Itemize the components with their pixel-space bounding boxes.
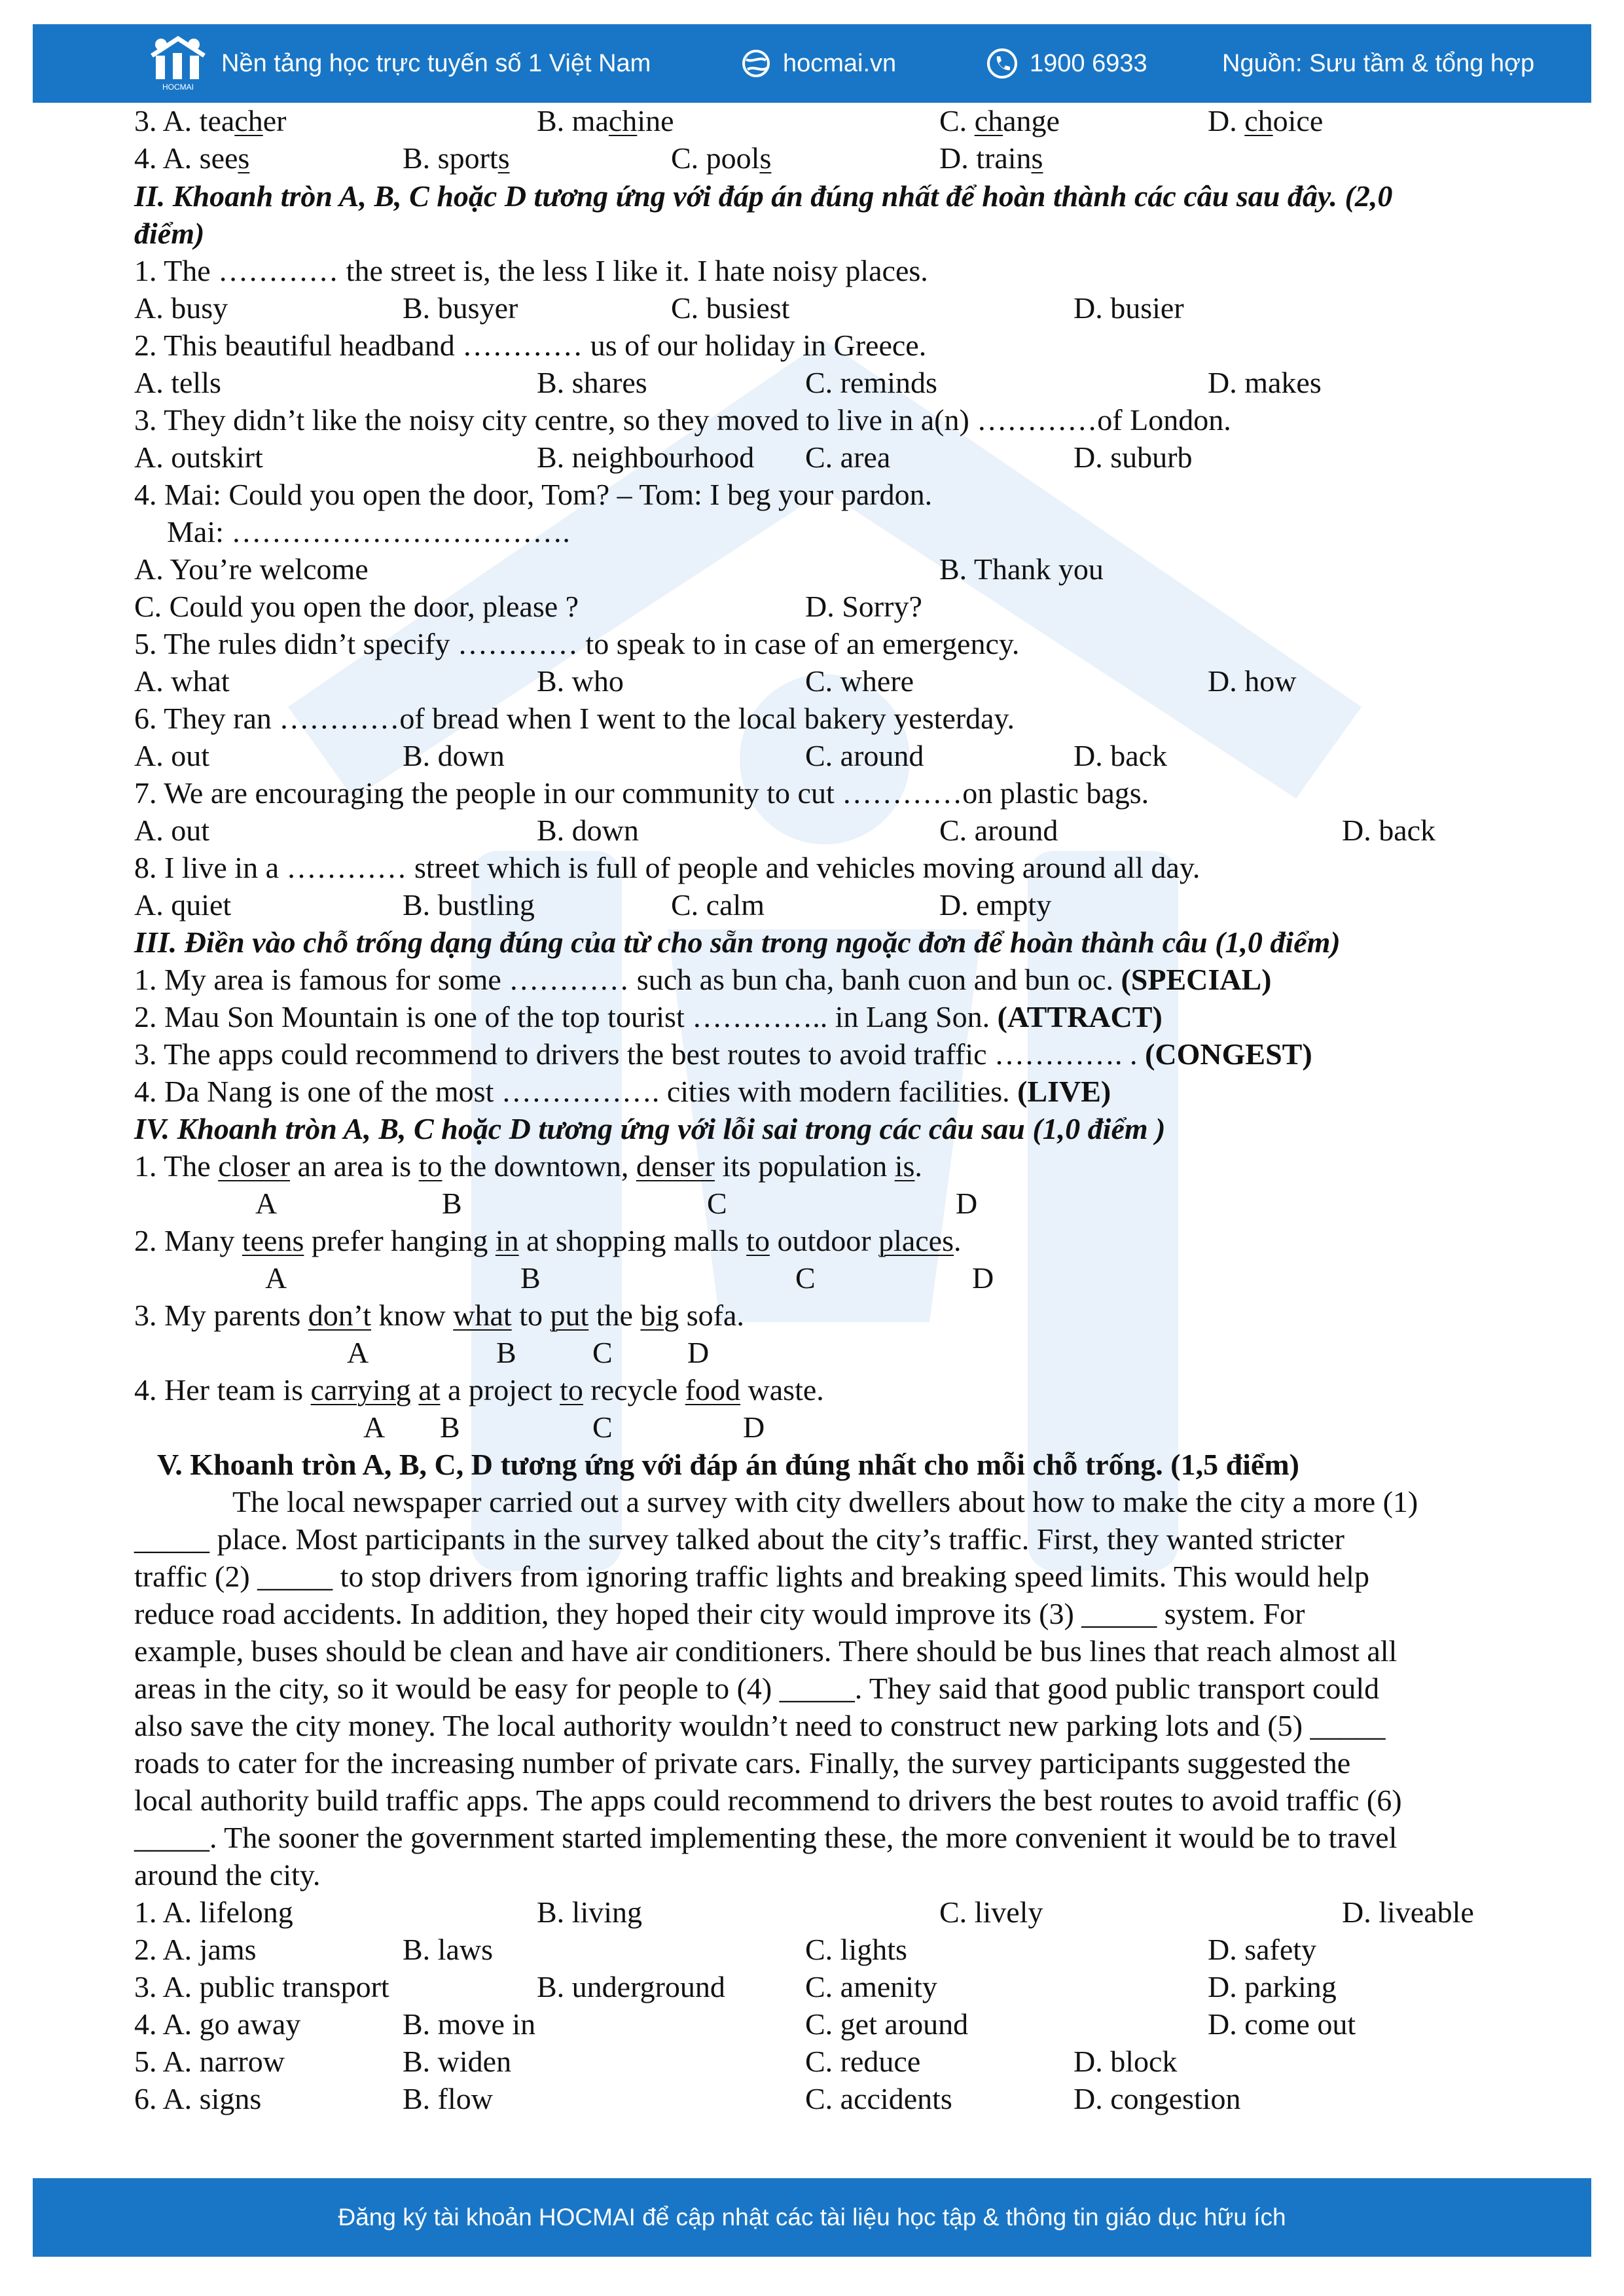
passage-line: areas in the city, so it would be easy for people to (4) _____. They said that good public transport could (134, 1672, 1380, 1705)
passage-line: reduce road accidents. In addition, they hoped their city would improve its (3) _____ system. For (134, 1597, 1305, 1630)
p1-q4-d: D. trains (939, 141, 1043, 175)
p2-q4-c[interactable]: C. Could you open the door, please ? (134, 590, 579, 623)
part2-heading-cont: điểm) (134, 217, 205, 250)
passage-line: traffic (2) _____ to stop drivers from ignoring traffic lights and breaking speed limits. This would help (134, 1560, 1369, 1593)
p2-q2-c[interactable]: C. reminds (805, 366, 937, 399)
p5-q6-b[interactable]: B. flow (403, 2082, 493, 2115)
p4-q3-letter-b[interactable]: B (496, 1336, 516, 1369)
p1-q3-d: D. choice (1208, 104, 1324, 137)
p2-q4-stem-cont: Mai: ……………………………. (167, 515, 570, 548)
part3-heading: III. Điền vào chỗ trống dạng đúng của từ cho sẵn trong ngoặc đơn để hoàn thành câu (1,0 điểm) (134, 925, 1341, 959)
p2-q8-c[interactable]: C. calm (671, 888, 765, 922)
p2-q7-a[interactable]: A. out (134, 814, 209, 847)
p3-q3: 3. The apps could recommend to drivers the best routes to avoid traffic …………. . (CONGEST) (134, 1037, 1312, 1071)
p2-q5-c[interactable]: C. where (805, 664, 914, 698)
p3-q2: 2. Mau Son Mountain is one of the top tourist ………….. in Lang Son. (ATTRACT) (134, 1000, 1163, 1033)
passage-line: example, buses should be clean and have air conditioners. There should be bus lines that reach almost all (134, 1634, 1398, 1668)
p2-q8-stem: 8. I live in a ………… street which is full of people and vehicles moving around all day. (134, 851, 1200, 884)
p2-q8-a[interactable]: A. quiet (134, 888, 232, 922)
p2-q4-stem: 4. Mai: Could you open the door, Tom? – Tom: I beg your pardon. (134, 478, 933, 511)
p4-q3-letter-c[interactable]: C (592, 1336, 613, 1369)
p4-q1-letter-c[interactable]: C (707, 1187, 727, 1220)
p4-q1-letter-d[interactable]: D (956, 1187, 978, 1220)
passage-line: also save the city money. The local authority wouldn’t need to construct new parking lots and (5) _____ (134, 1709, 1386, 1742)
p2-q8-d[interactable]: D. empty (939, 888, 1052, 922)
p2-q8-b[interactable]: B. bustling (403, 888, 535, 922)
p4-q4-letter-a[interactable]: A (363, 1410, 386, 1444)
p4-q3-sentence: 3. My parents don’t know what to put the big sofa. (134, 1299, 744, 1332)
p2-q1-b[interactable]: B. busyer (403, 291, 518, 325)
p5-q2-d[interactable]: D. safety (1208, 1933, 1317, 1966)
p2-q7-stem: 7. We are encouraging the people in our community to cut …………on plastic bags. (134, 776, 1149, 810)
hocmai-logo-icon (148, 36, 208, 92)
hotline-label: 1900 6933 (1030, 49, 1147, 77)
p5-q5-c[interactable]: C. reduce (805, 2045, 921, 2078)
p2-q4-d[interactable]: D. Sorry? (805, 590, 922, 623)
p5-q3-c[interactable]: C. amenity (805, 1970, 937, 2003)
p2-q5-a[interactable]: A. what (134, 664, 230, 698)
p4-q1-sentence: 1. The closer an area is to the downtown, denser its population is. (134, 1149, 922, 1183)
p2-q6-d[interactable]: D. back (1074, 739, 1168, 772)
header-bar (33, 24, 1591, 103)
p5-q6-c[interactable]: C. accidents (805, 2082, 952, 2115)
p5-q1-a[interactable]: 1. A. lifelong (134, 1895, 293, 1929)
p2-q7-c[interactable]: C. around (939, 814, 1058, 847)
passage-line: local authority build traffic apps. The apps could recommend to drivers the best routes to avoid traffic (6) (134, 1784, 1402, 1817)
phone-icon (986, 48, 1018, 79)
p2-q6-b[interactable]: B. down (403, 739, 505, 772)
p1-q4-c: C. pools (671, 141, 772, 175)
p5-q1-c[interactable]: C. lively (939, 1895, 1043, 1929)
header-website[interactable] (741, 48, 896, 79)
p2-q3-d[interactable]: D. suburb (1074, 440, 1193, 474)
p5-q3-a[interactable]: 3. A. public transport (134, 1970, 389, 2003)
p5-q4-b[interactable]: B. move in (403, 2007, 536, 2041)
p4-q4-letter-c[interactable]: C (592, 1410, 613, 1444)
website-label: hocmai.vn (783, 49, 897, 77)
p2-q2-d[interactable]: D. makes (1208, 366, 1322, 399)
p5-q6-a[interactable]: 6. A. signs (134, 2082, 262, 2115)
footer-bar[interactable] (33, 2178, 1591, 2257)
p5-q5-b[interactable]: B. widen (403, 2045, 512, 2078)
p5-q2-b[interactable]: B. laws (403, 1933, 493, 1966)
p5-q2-a[interactable]: 2. A. jams (134, 1933, 257, 1966)
p2-q5-b[interactable]: B. who (537, 664, 624, 698)
p2-q7-b[interactable]: B. down (537, 814, 639, 847)
p5-q5-a[interactable]: 5. A. narrow (134, 2045, 285, 2078)
p5-q3-d[interactable]: D. parking (1208, 1970, 1337, 2003)
p4-q4-letter-d[interactable]: D (743, 1410, 765, 1444)
p4-q2-letter-a[interactable]: A (265, 1261, 287, 1295)
part4-heading: IV. Khoanh tròn A, B, C hoặc D tương ứng với lỗi sai trong các câu sau (1,0 điểm ) (134, 1112, 1166, 1145)
header-tagline: Nền tảng học trực tuyến số 1 Việt Nam (221, 49, 651, 77)
p5-q4-d[interactable]: D. come out (1208, 2007, 1356, 2041)
p2-q4-a[interactable]: A. You’re welcome (134, 552, 369, 586)
header-source: Nguồn: Sưu tầm & tổng hợp (1222, 49, 1535, 77)
globe-icon (741, 48, 771, 79)
part5-heading: V. Khoanh tròn A, B, C, D tương ứng với đáp án đúng nhất cho mỗi chỗ trống. (1,5 điểm) (157, 1448, 1299, 1481)
p2-q2-stem: 2. This beautiful headband ………… us of our holiday in Greece. (134, 329, 927, 362)
passage-line: _____ place. Most participants in the survey talked about the city’s traffic. First, they wanted stricter (134, 1522, 1344, 1556)
p4-q2-letter-d[interactable]: D (972, 1261, 994, 1295)
p2-q2-a[interactable]: A. tells (134, 366, 221, 399)
p3-q4: 4. Da Nang is one of the most ……………. cities with modern facilities. (LIVE) (134, 1075, 1111, 1108)
p4-q1-letter-b[interactable]: B (442, 1187, 462, 1220)
p2-q6-a[interactable]: A. out (134, 739, 209, 772)
p2-q1-d[interactable]: D. busier (1074, 291, 1184, 325)
p5-q2-c[interactable]: C. lights (805, 1933, 907, 1966)
p4-q3-letter-d[interactable]: D (687, 1336, 710, 1369)
p5-q4-c[interactable]: C. get around (805, 2007, 969, 2041)
p5-q3-b[interactable]: B. underground (537, 1970, 725, 2003)
p4-q2-sentence: 2. Many teens prefer hanging in at shopping malls to outdoor places. (134, 1224, 962, 1257)
p1-q3-c: C. change (939, 104, 1060, 137)
p2-q1-a[interactable]: A. busy (134, 291, 228, 325)
p4-q2-letter-c[interactable]: C (795, 1261, 816, 1295)
p2-q3-a[interactable]: A. outskirt (134, 440, 263, 474)
p4-q4-sentence: 4. Her team is carrying at a project to recycle food waste. (134, 1373, 824, 1407)
passage-line: _____. The sooner the government started implementing these, the more convenient it would be to travel (134, 1821, 1398, 1854)
p2-q3-b[interactable]: B. neighbourhood (537, 440, 755, 474)
logo-text: HOCMAI (162, 82, 194, 92)
p5-q1-b[interactable]: B. living (537, 1895, 643, 1929)
footer-text: Đăng ký tài khoản HOCMAI để cập nhật các tài liệu học tập & thông tin giáo dục hữu ích (338, 2204, 1286, 2231)
header-hotline[interactable] (986, 48, 1147, 79)
p4-q3-letter-a[interactable]: A (347, 1336, 369, 1369)
p2-q1-stem: 1. The ………… the street is, the less I like it. I hate noisy places. (134, 254, 928, 287)
p5-q5-d[interactable]: D. block (1074, 2045, 1178, 2078)
p1-q3-a: 3. A. teacher (134, 104, 287, 137)
p2-q6-stem: 6. They ran …………of bread when I went to the local bakery yesterday. (134, 702, 1015, 735)
p2-q5-stem: 5. The rules didn’t specify ………… to speak to in case of an emergency. (134, 627, 1020, 660)
passage-line: The local newspaper carried out a survey with city dwellers about how to make the city a more (1) (232, 1485, 1418, 1518)
p2-q3-c[interactable]: C. area (805, 440, 891, 474)
p4-q2-letter-b[interactable]: B (520, 1261, 541, 1295)
p2-q2-b[interactable]: B. shares (537, 366, 647, 399)
p5-q6-d[interactable]: D. congestion (1074, 2082, 1241, 2115)
p1-q4-a: 4. A. sees (134, 141, 250, 175)
p1-q3-b: B. machine (537, 104, 674, 137)
p2-q4-b[interactable]: B. Thank you (939, 552, 1104, 586)
p1-q4-b: B. sports (403, 141, 510, 175)
p5-q1-d[interactable]: D. liveable (1342, 1895, 1474, 1929)
p2-q3-stem: 3. They didn’t like the noisy city centre, so they moved to live in a(n) …………of London. (134, 403, 1231, 437)
part2-heading: II. Khoanh tròn A, B, C hoặc D tương ứng với đáp án đúng nhất để hoàn thành các câu sau đây. (2,0 (134, 179, 1393, 213)
p5-q4-a[interactable]: 4. A. go away (134, 2007, 301, 2041)
p2-q5-d[interactable]: D. how (1208, 664, 1297, 698)
passage-line: around the city. (134, 1858, 321, 1892)
p2-q1-c[interactable]: C. busiest (671, 291, 790, 325)
p4-q1-letter-a[interactable]: A (255, 1187, 278, 1220)
p3-q1: 1. My area is famous for some ………… such as bun cha, banh cuon and bun oc. (SPECIAL) (134, 963, 1272, 996)
p2-q6-c[interactable]: C. around (805, 739, 924, 772)
p2-q7-d[interactable]: D. back (1342, 814, 1436, 847)
passage-line: roads to cater for the increasing number of private cars. Finally, the survey participants suggested the (134, 1746, 1351, 1780)
p4-q4-letter-b[interactable]: B (440, 1410, 460, 1444)
